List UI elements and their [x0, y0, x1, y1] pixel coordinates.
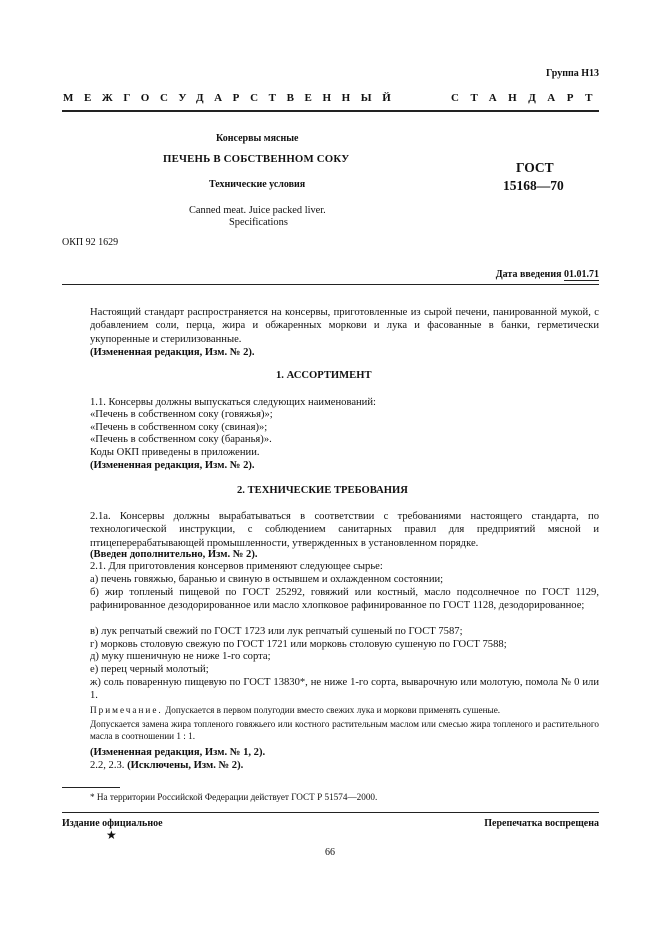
category-label: Консервы мясные [216, 133, 299, 144]
item-e: е) перец черный молотый; [90, 664, 209, 675]
footer-official-edition: Издание официальное [62, 818, 163, 829]
group-label: Группа Н13 [546, 68, 599, 79]
star-icon: ★ [106, 828, 117, 842]
english-title-2: Specifications [229, 217, 288, 228]
footnote-rule [62, 787, 120, 788]
gost-number: 15168—70 [503, 178, 564, 193]
intro-date [496, 269, 599, 280]
item-g: г) морковь столовую свежую по ГОСТ 1721 или морковь столовую сушеную по ГОСТ 7588; [90, 639, 507, 650]
footer-reprint-prohibited: Перепечатка воспрещена [484, 818, 599, 829]
section2-change-note: (Измененная редакция, Изм. № 1, 2). [90, 747, 266, 758]
note-line-1 [90, 704, 500, 716]
english-title-1: Canned meat. Juice packed liver. [189, 205, 326, 216]
item-zh: ж) соль поваренную пищевую по ГОСТ 13830*, не ниже 1-го сорта, выварочную или молотую, помола № 0 или 1. [90, 677, 599, 702]
item-a: а) печень говяжью, баранью и свиную в остывшем и охлажденном состоянии; [90, 574, 444, 585]
gost-label: ГОСТ [516, 160, 554, 175]
paragraph-2-2-2-3 [90, 759, 243, 772]
document-subtitle: Технические условия [209, 179, 306, 190]
banner-rule [62, 110, 599, 112]
section1-line-2: «Печень в собственном соку (говяжья)»; [90, 409, 273, 420]
standard-banner-right: СТАНДАРТ [451, 92, 604, 104]
intro-date-label: Дата введения [495, 269, 562, 280]
document-title: ПЕЧЕНЬ В СОБСТВЕННОМ СОКУ [163, 153, 350, 165]
intro-change-note: (Измененная редакция, Изм. № 2). [90, 347, 255, 358]
item-d: д) муку пшеничную не ниже 1-го сорта; [90, 651, 271, 662]
note-text: Допускается в первом полугодии вместо свежих лука и моркови применять сушеные. [165, 705, 501, 715]
section1-line-3: «Печень в собственном соку (свиная)»; [90, 422, 268, 433]
standard-banner-left: МЕЖГОСУДАРСТВЕННЫЙ [63, 92, 402, 104]
item-v: в) лук репчатый свежий по ГОСТ 1723 или лук репчатый сушеный по ГОСТ 7587; [90, 626, 463, 637]
section1-line-1: 1.1. Консервы должны выпускаться следующих наименований: [90, 397, 376, 408]
intro-date-value: 01.01.71 [564, 269, 599, 280]
paragraph-2-2-note: (Исключены, Изм. № 2). [127, 760, 244, 771]
paragraph-2-2-prefix: 2.2, 2.3. [90, 760, 125, 771]
paragraph-2-1a-note: (Введен дополнительно, Изм. № 2). [90, 549, 258, 560]
page-number: 66 [325, 847, 335, 858]
paragraph-2-1: 2.1. Для приготовления консервов применяют следующее сырье: [90, 561, 383, 572]
section1-line-4: «Печень в собственном соку (баранья)». [90, 434, 272, 445]
section1-line-5: Коды ОКП приведены в приложении. [90, 447, 260, 458]
intro-paragraph: Настоящий стандарт распространяется на консервы, приготовленные из сырой печени, панированной мукой, с добавлением соли, перца, жира и обжаренных моркови и лука и фасованные в банки, герметически укупоренные и стерилизованные. [90, 307, 599, 345]
item-b: б) жир топленый пищевой по ГОСТ 25292, говяжий или костный, масло подсолнечное по ГОСТ 1129, рафинированное дезодорированное или масло хлопковое рафинированное по ГОСТ 1128, дезодорированное; [90, 587, 599, 612]
footer-rule [62, 812, 599, 813]
okp-code: ОКП 92 1629 [62, 237, 119, 248]
intro-date-rule [62, 284, 599, 285]
footnote: * На территории Российской Федерации действует ГОСТ Р 51574—2000. [90, 792, 378, 802]
note-line-2: Допускается замена жира топленого говяжьего или костного растительным маслом или смесью жира топленого и растительного масла в соотношении 1 : 1. [90, 719, 599, 741]
paragraph-2-1a: 2.1а. Консервы должны вырабатываться в соответствии с требованиями настоящего стандарта, по технологической инструкции, с соблюдением санитарных правил для предприятий мясной и птицеперерабатывающей промышленности, утвержденных в установленном порядке. [90, 511, 599, 549]
section2-heading: 2. ТЕХНИЧЕСКИЕ ТРЕБОВАНИЯ [237, 485, 408, 496]
section1-heading: 1. АССОРТИМЕНТ [276, 370, 372, 381]
note-label: Примечание. [90, 705, 163, 715]
section1-change-note: (Измененная редакция, Изм. № 2). [90, 460, 255, 471]
